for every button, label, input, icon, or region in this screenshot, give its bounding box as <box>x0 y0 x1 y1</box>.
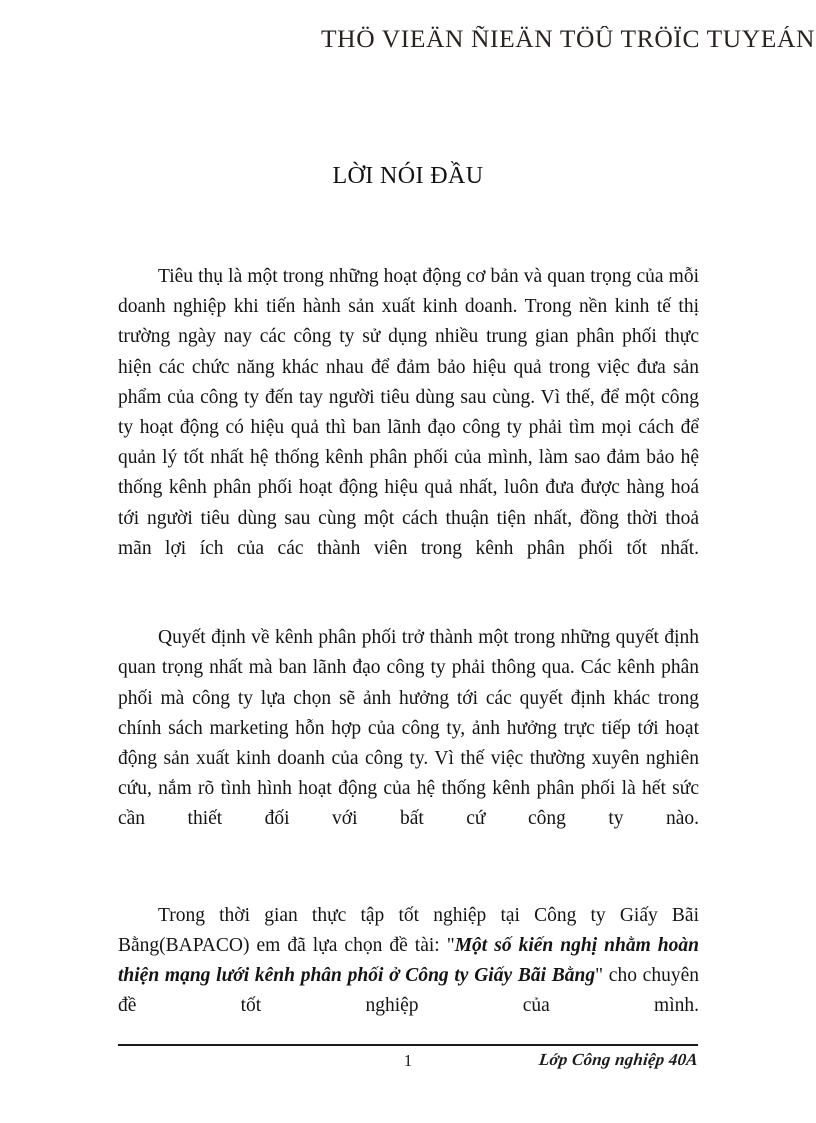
paragraph-3-lead: Trong thời gian thực tập tốt nghiệp tại Công ty Giấy Bãi Bằng(BAPACO) em đã lựa chọn đề tài: " <box>118 904 699 957</box>
document-body <box>118 262 699 1052</box>
page-title: LỜI NÓI ĐẦU <box>332 163 484 189</box>
library-watermark-header <box>0 26 816 62</box>
paragraph-1: Tiêu thụ là một trong những hoạt động cơ bản và quan trọng của mỗi doanh nghiệp khi tiến hành sản xuất kinh doanh. Trong nền kinh tế thị trường ngày nay các công ty sử dụng nhiều trung gian phân phối thực hiện các chức năng khác nhau để đảm bảo hiệu quả trong việc đưa sản phẩm của công ty đến tay người tiêu dùng sau cùng. Vì thế, để một công ty hoạt động có hiệu quả thì ban lãnh đạo công ty phải tìm mọi cách để quản lý tốt nhất hệ thống kênh phân phối của mình, làm sao đảm bảo hệ thống kênh phân phối hoạt động hiệu quả nhất, luôn đưa được hàng hoá tới người tiêu dùng sau cùng một cách thuận tiện nhất, đồng thời thoả mãn lợi ích của các thành viên trong kênh phân phối tốt nhất. <box>118 266 699 559</box>
footer-divider <box>118 1044 698 1046</box>
paragraph-3-tail: " cho chuyên đề tốt nghiệp của mình. <box>118 965 699 1017</box>
paragraph-3 <box>118 901 699 1052</box>
footer-row <box>118 1048 698 1078</box>
library-watermark-text: THÖ VIEÄN ÑIEÄN TÖÛ TRÖÏC TUYEÁN <box>321 26 815 53</box>
page-number: 1 <box>403 1051 413 1070</box>
paragraph-2: Quyết định về kênh phân phối trở thành một trong những quyết định quan trọng nhất mà ban lãnh đạo công ty phải thông qua. Các kênh phân phối mà công ty lựa chọn sẽ ảnh hưởng tới các quyết định khác trong chính sách marketing hỗn hợp của công ty, ảnh hưởng trực tiếp tới hoạt động sản xuất kinh doanh của công ty. Vì thế việc thường xuyên nghiên cứu, nắm rõ tình hình hoạt động của hệ thống kênh phân phối là hết sức cần thiết đối với bất cứ công ty nào. <box>118 627 699 830</box>
page-footer <box>118 1044 698 1090</box>
thesis-title: Một số kiến nghị nhằm hoàn thiện mạng lưới kênh phân phối ở Công ty Giấy Bãi Bằng <box>118 935 700 987</box>
footer-class-note: Lớp Công nghiệp 40A <box>538 1050 700 1069</box>
